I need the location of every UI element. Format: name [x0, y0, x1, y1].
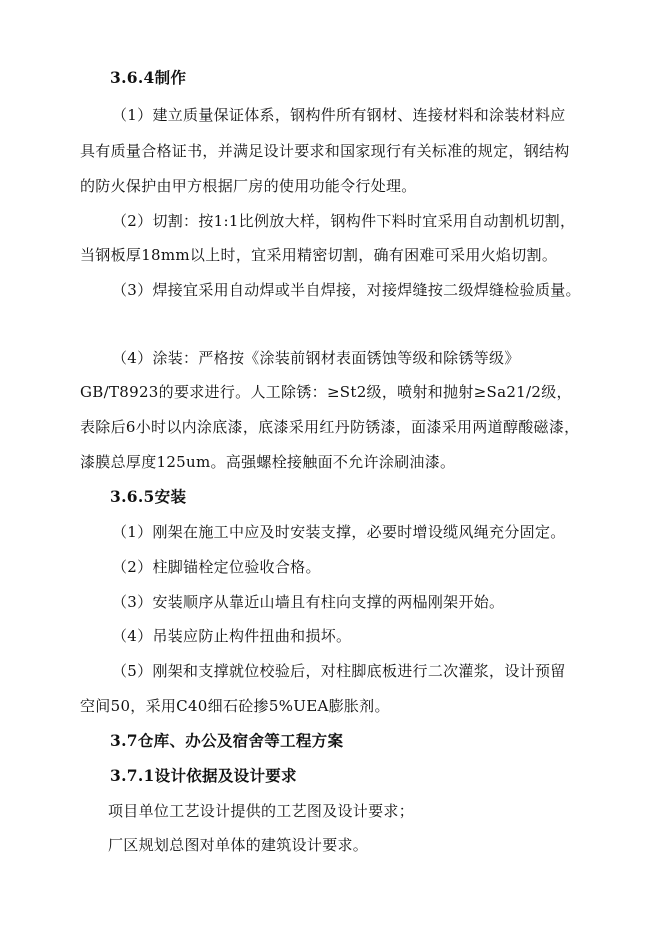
- paragraph-line: （1）刚架在施工中应及时安装支撑，必要时增设缆风绳充分固定。: [112, 523, 566, 541]
- section-heading-3-7-1: 3.7.1设计依据及设计要求: [110, 766, 297, 785]
- paragraph-line: （1）建立质量保证体系，钢构件所有钢材、连接材料和涂装材料应: [112, 106, 566, 124]
- paragraph-line: 当钢板厚18mm以上时，宜采用精密切割，确有困难可采用火焰切割。: [80, 246, 558, 264]
- paragraph-line: （2）切割：按1:1比例放大样，钢构件下料时宜采用自动割机切割，: [112, 212, 576, 230]
- paragraph-line: （3）焊接宜采用自动焊或半自焊接，对接焊缝按二级焊缝检验质量。: [112, 281, 581, 299]
- paragraph-line: （3）安装顺序从靠近山墙且有柱向支撑的两榀刚架开始。: [112, 593, 505, 611]
- paragraph-line: 的防火保护由甲方根据厂房的使用功能令行处理。: [80, 177, 417, 195]
- paragraph-line: （5）刚架和支撑就位校验后，对柱脚底板进行二次灌浆，设计预留: [112, 662, 566, 680]
- section-heading-3-6-5: 3.6.5安装: [110, 487, 187, 506]
- paragraph-line: 厂区规划总图对单体的建筑设计要求。: [108, 836, 369, 854]
- paragraph-line: （4）吊装应防止构件扭曲和损坏。: [112, 627, 352, 645]
- paragraph-line: 漆膜总厚度125um。高强螺栓接触面不允许涂刷油漆。: [80, 453, 456, 471]
- paragraph-line: 具有质量合格证书，并满足设计要求和国家现行有关标准的规定，钢结构: [80, 142, 570, 160]
- section-heading-3-6-4: 3.6.4制作: [110, 68, 187, 87]
- paragraph-line: GB/T8923的要求进行。人工除锈：≥St2级，喷射和抛射≥Sa21/2级，: [80, 383, 572, 401]
- paragraph-line: 表除后6小时以内涂底漆，底漆采用红丹防锈漆，面漆采用两道醇酸磁漆，: [80, 418, 580, 436]
- paragraph-line: （4）涂装：严格按《涂装前钢材表面锈蚀等级和除锈等级》: [112, 349, 520, 367]
- paragraph-line: 项目单位工艺设计提供的工艺图及设计要求；: [108, 802, 415, 820]
- section-heading-3-7: 3.7仓库、办公及宿舍等工程方案: [110, 731, 344, 750]
- paragraph-line: 空间50，采用C40细石砼掺5%UEA膨胀剂。: [80, 697, 390, 715]
- paragraph-line: （2）柱脚锚栓定位验收合格。: [112, 558, 321, 576]
